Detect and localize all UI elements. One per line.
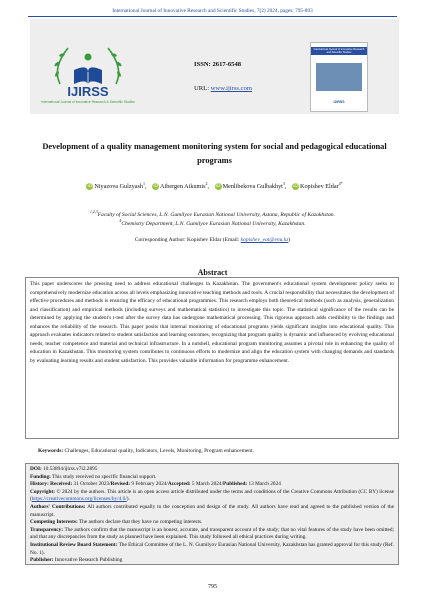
doi-value: 10.53894/ijirss.v7i2.2895 xyxy=(41,466,98,472)
author-list: iD Niyazova Gulzyash$^1$, iD Aibergen Aikumis$^2$, iD Menlibekova Gulbakhyt$^3$, iD Kopishev Eldar$^{4*}$ xyxy=(87,181,343,191)
journal-logo xyxy=(38,40,138,114)
affiliation-mark: 4 xyxy=(119,219,122,223)
journal-header xyxy=(0,8,425,14)
corresponding-email-link[interactable]: kopishev_eat@enu.kz xyxy=(240,237,289,243)
revised-value: 9 February 2024/ xyxy=(130,481,168,488)
keywords xyxy=(38,448,398,454)
accepted-value: 5 March 2024/ xyxy=(190,481,224,488)
contributions-line xyxy=(30,504,394,519)
copyright-line xyxy=(30,489,394,504)
author-affiliation-mark: 4* xyxy=(338,181,343,186)
contributions-value: All authors contributed equally to the conception and design of the study. All authors have read and agreed to the published version of the manuscript. xyxy=(30,503,394,518)
cover-image xyxy=(316,63,362,91)
affiliation-mark: 1,2,3 xyxy=(90,210,98,214)
funding-line xyxy=(30,474,394,482)
logo-subtitle: International Journal of Innovative Research & Scientific Studies xyxy=(41,100,135,104)
doi-line xyxy=(30,466,394,474)
cover-title-band xyxy=(311,47,367,55)
url-label: URL: xyxy=(194,85,211,92)
corresponding-suffix: ) xyxy=(288,237,291,243)
author-name: Aibergen Aikumis xyxy=(160,183,206,191)
published-value: 13 March 2024 xyxy=(247,481,281,488)
orcid-icon[interactable]: iD xyxy=(87,184,93,190)
abstract-heading: Abstract xyxy=(197,268,228,277)
revised-label: Revised: xyxy=(110,481,131,488)
competing-interests-label: Competing Interests: xyxy=(30,519,78,526)
author-affiliation-mark: 2 xyxy=(205,181,208,186)
abstract-body: This paper underscores the pressing need to address educational challenges in Kazakhstan. The government's educational system development policy seeks to comprehensively modernize education across all levels emphasizing innovative teaching methods and tools. A crucial responsibility that necessitates the development of effective procedures and methods is ensuring the efficacy of educational programmes. This research employs both theoretical methods (such as analysis, generalization and classification) and empirical methods (including surveys and mathematical statistics) to investigate this topic. The statistical significance of the results can be determined by applying the student's t-test after the survey data has undergone mathematical processing. This rigorous approach adds credibility to the findings and enhances the reliability of the research. This paper posits that internal monitoring of educational programs yields significant insights into educational quality. This approach evaluates indicators related to student satisfaction and learning outcomes, recognizing that program quality is dynamic and influenced by evolving educational needs, teacher competence and material and technical infrastructure. In a nutshell, educational program monitoring assumes a pivotal role in enhancing the quality of education in Kazakhstan. This monitoring system contributes to continuous efforts to modernize and align the education system with changing demands and standards by evaluating learning results and student satisfaction. This provides valuable information for programme enhancement. xyxy=(25,277,399,439)
article-title: Development of a quality management monitoring system for social and pedagogical educational programs xyxy=(42,142,387,165)
license-link[interactable]: https://creativecommons.org/licenses/by/4.0/ xyxy=(31,496,127,503)
affiliation-1 xyxy=(0,210,425,218)
history-line xyxy=(30,481,394,489)
cover-mark: IJIRSS xyxy=(333,100,345,104)
logo-wordmark: IJIRSS xyxy=(67,84,109,99)
article-metadata xyxy=(25,463,399,565)
competing-interests-value: The authors declare that they have no competing interests. xyxy=(77,519,203,526)
keywords-text: Challenges, Educational quality, Indicators, Levels, Monitoring, Program enhancement. xyxy=(63,448,254,454)
publisher-value: Innovative Research Publishing xyxy=(53,557,123,564)
copyright-value: © 2024 by the authors. This article is an open access article distributed under the terms and conditions of the Creative Commons Attribution (CC BY) license ( xyxy=(30,488,394,503)
header-divider xyxy=(28,16,397,17)
funding-label: Funding: xyxy=(30,473,51,480)
author-name: Menlibekova Gulbakhyt xyxy=(222,183,283,191)
issn: ISSN: 2617-6548 xyxy=(194,61,242,68)
irb-value: The Ethical Committee of the L. N. Gumilyov Eurasian National University, Kazakhstan has granted approval for this study (Ref. No. 1). xyxy=(30,541,394,556)
accepted-label: Accepted: xyxy=(167,481,191,488)
affiliation-text: Faculty of Social Sciences, L.N. Gumilyov Eurasian National University, Astana, Republic of Kazakhstan. xyxy=(97,211,335,218)
page-number: 795 xyxy=(208,584,217,590)
funding-value: This study received no specific financial support. xyxy=(50,473,157,480)
transparency-label: Transparency: xyxy=(30,526,64,533)
orcid-icon[interactable]: iD xyxy=(153,184,158,190)
orcid-icon[interactable]: iD xyxy=(215,184,221,190)
doi-label: DOI: xyxy=(30,466,42,472)
irb-line xyxy=(30,542,394,557)
cover-title: International Journal of Innovative Research and Scientific Studies xyxy=(313,48,365,55)
cover-footer xyxy=(311,90,367,108)
orcid-icon[interactable]: iD xyxy=(293,184,298,190)
received-label: Received: xyxy=(48,481,73,488)
irb-label: Institutional Review Board Statement: xyxy=(30,541,118,548)
history-label: History: xyxy=(30,481,49,488)
corresponding-prefix: Corresponding Author: Kopishev Eldar (Email: xyxy=(134,237,241,243)
journal-cover-thumbnail xyxy=(310,42,368,112)
book-icon xyxy=(74,54,102,87)
competing-interests-line xyxy=(30,519,394,527)
author-name: Kopishev Eldar xyxy=(300,183,339,191)
transparency-value: The authors confirm that the manuscript is an honest, accurate, and transparent account of the study; that no vital features of the study have been omitted; and that any discrepancies from the study as planned have been explained. This study followed all ethical practices during writing. xyxy=(30,526,394,541)
journal-citation: International Journal of Innovative Research and Scientific Studies, 7(2) 2024, pages: 795-803 xyxy=(112,8,313,14)
author-affiliation-mark: 1 xyxy=(142,181,145,186)
affiliation-text: Chemistry Department, L.N. Gumilyov Eurasian National University, Kazakhstan. xyxy=(121,220,306,227)
author-affiliation-mark: 3 xyxy=(282,181,285,186)
copyright-end: ). xyxy=(126,496,130,503)
transparency-line xyxy=(30,527,394,542)
author-name: Niyazova Gulzyash xyxy=(94,183,143,191)
publisher-label: Publisher: xyxy=(30,557,54,564)
corresponding-author xyxy=(0,237,425,243)
received-value: 31 October 2023/ xyxy=(72,481,111,488)
copyright-label: Copyright: xyxy=(30,488,56,495)
contributions-label: Authors' Contributions: xyxy=(30,503,86,510)
publisher-line xyxy=(30,557,394,565)
journal-url xyxy=(194,85,252,92)
affiliation-2 xyxy=(0,219,425,227)
keywords-label: Keywords: xyxy=(38,448,64,454)
journal-url-link[interactable]: www.ijirss.com xyxy=(210,85,253,92)
published-label: Published: xyxy=(223,481,248,488)
